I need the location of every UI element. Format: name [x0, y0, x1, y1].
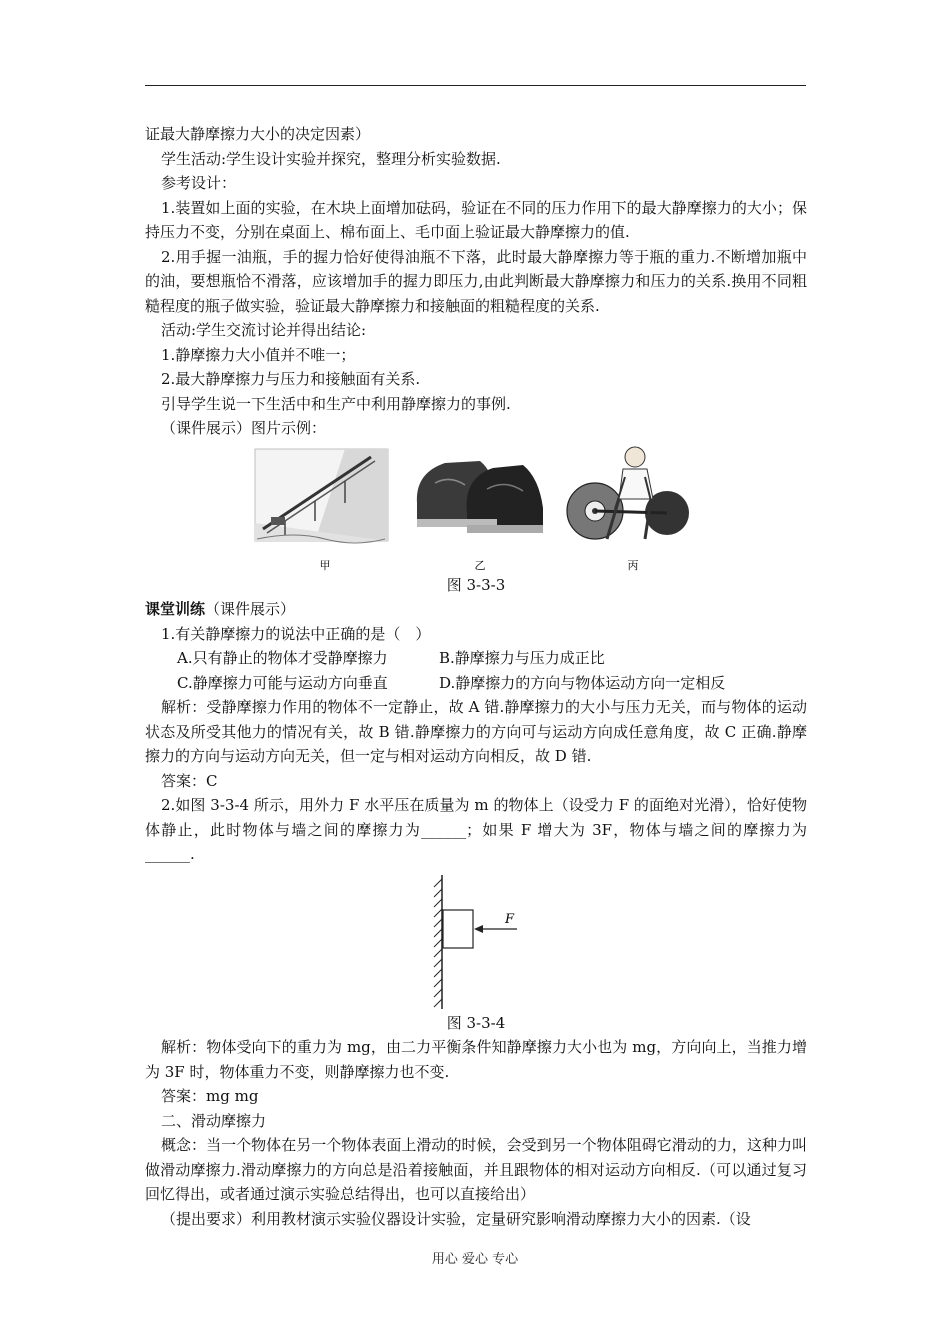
- paragraph: 2.用手握一油瓶，手的握力恰好使得油瓶不下落，此时最大静摩擦力等于瓶的重力.不断增加瓶中的油，要想瓶恰不滑落，应该增加手的握力即压力,由此判断最大静摩擦力和压力的关系.换用不同粗糙程度的瓶子做实验，验证最大静摩擦力和接触面的粗糙程度的关系.: [145, 247, 807, 315]
- weightlifter-illustration: [567, 447, 689, 539]
- question-1-answer: 答案：C: [161, 771, 218, 790]
- paragraph: （课件展示）图片示例：: [161, 419, 327, 437]
- option-c: C.静摩擦力可能与运动方向垂直: [177, 673, 388, 692]
- paragraph: 1.装置如上面的实验，在木块上面增加砝码，验证在不同的压力作用下的最大静摩擦力的大小；保持压力不变，分别在桌面上、棉布面上、毛巾面上验证最大静摩擦力的值.: [145, 198, 807, 241]
- heading-rest: （课件展示）: [205, 600, 296, 618]
- paragraph: 参考设计：: [161, 174, 237, 192]
- option-a: A.只有静止的物体才受静摩擦力: [177, 649, 388, 667]
- paragraph: （提出要求）利用教材演示实验仪器设计实验，定量研究影响滑动摩擦力大小的因素.（设: [161, 1209, 751, 1228]
- force-arrow-head: [474, 925, 483, 933]
- question-2: 2.如图 3-3-4 所示，用外力 F 水平压在质量为 m 的物体上（设受力 F 的面绝对光滑），恰好使物体静止，此时物体与墙之间的摩擦力为______；如果 F 增大为 3F，物体与墙之间的摩擦力为______.: [145, 796, 807, 863]
- question-1-analysis: 解析：受静摩擦力作用的物体不一定静止，故 A 错.静摩擦力的大小与压力无关，而与物体的运动状态及所受其他力的情况有关，故 B 错.静摩擦力的方向可与运动方向成任意角度，故 C 正确.静摩擦力的方向与运动方向无关，但一定与相对运动方向相反，故 D 错.: [145, 698, 807, 765]
- figure-label-bing: 丙: [627, 558, 639, 572]
- header-rule: [145, 85, 806, 86]
- paragraph: 学生活动:学生设计实验并探究，整理分析实验数据.: [161, 149, 501, 168]
- question-2-analysis: 解析：物体受向下的重力为 mg，由二力平衡条件知静摩擦力大小也为 mg，方向向上，当推力增为 3F 时，物体重力不变，则静摩擦力也不变.: [145, 1038, 807, 1081]
- block: [443, 910, 473, 948]
- section-heading: [145, 597, 807, 622]
- paragraph: 概念：当一个物体在另一个物体表面上滑动的时候，会受到另一个物体阻碍它滑动的力，这种力叫做滑动摩擦力.滑动摩擦力的方向总是沿着接触面，并且跟物体的相对运动方向相反.（可以通过复习回忆得出，或者通过演示实验总结得出，也可以直接给出）: [145, 1136, 807, 1203]
- page-footer: 用心 爱心 专心: [431, 1252, 519, 1267]
- paragraph: 1.静摩擦力大小值并不唯一；: [161, 345, 356, 364]
- paragraph: 证最大静摩擦力大小的决定因素）: [145, 125, 371, 143]
- wall-hatching: [434, 879, 442, 1007]
- paragraph: 二、滑动摩擦力: [161, 1111, 267, 1130]
- figure-3-3-4: [145, 873, 807, 1011]
- figure-3-3-3: [145, 443, 807, 573]
- shoes-illustration: [417, 461, 543, 533]
- question-1-options-cd: [145, 671, 807, 696]
- paragraph: 2.最大静摩擦力与压力和接触面有关系.: [161, 370, 421, 388]
- paragraph: 引导学生说一下生活中和生产中利用静摩擦力的事例.: [161, 394, 511, 413]
- force-label: F: [505, 911, 515, 927]
- question-2-answer: 答案：mg mg: [161, 1087, 259, 1105]
- option-d: D.静摩擦力的方向与物体运动方向一定相反: [439, 673, 726, 692]
- heading-bold: 课堂训练: [145, 600, 206, 618]
- conveyor-illustration: [255, 449, 388, 543]
- figure-caption: 图 3-3-4: [446, 1013, 506, 1032]
- paragraph: 活动:学生交流讨论并得出结论:: [161, 321, 367, 339]
- document-body: [145, 122, 807, 1231]
- question-1-options-ab: [145, 646, 807, 671]
- figure-3-3-3-illustration: [145, 443, 807, 573]
- option-b: B.静摩擦力与压力成正比: [439, 649, 605, 667]
- wall-block-diagram: [145, 873, 807, 1011]
- figure-caption: 图 3-3-3: [446, 575, 506, 594]
- figure-label-jia: 甲: [319, 558, 331, 572]
- figure-label-yi: 乙: [474, 558, 486, 572]
- question-1: 1.有关静摩擦力的说法中正确的是（ ）: [161, 624, 431, 643]
